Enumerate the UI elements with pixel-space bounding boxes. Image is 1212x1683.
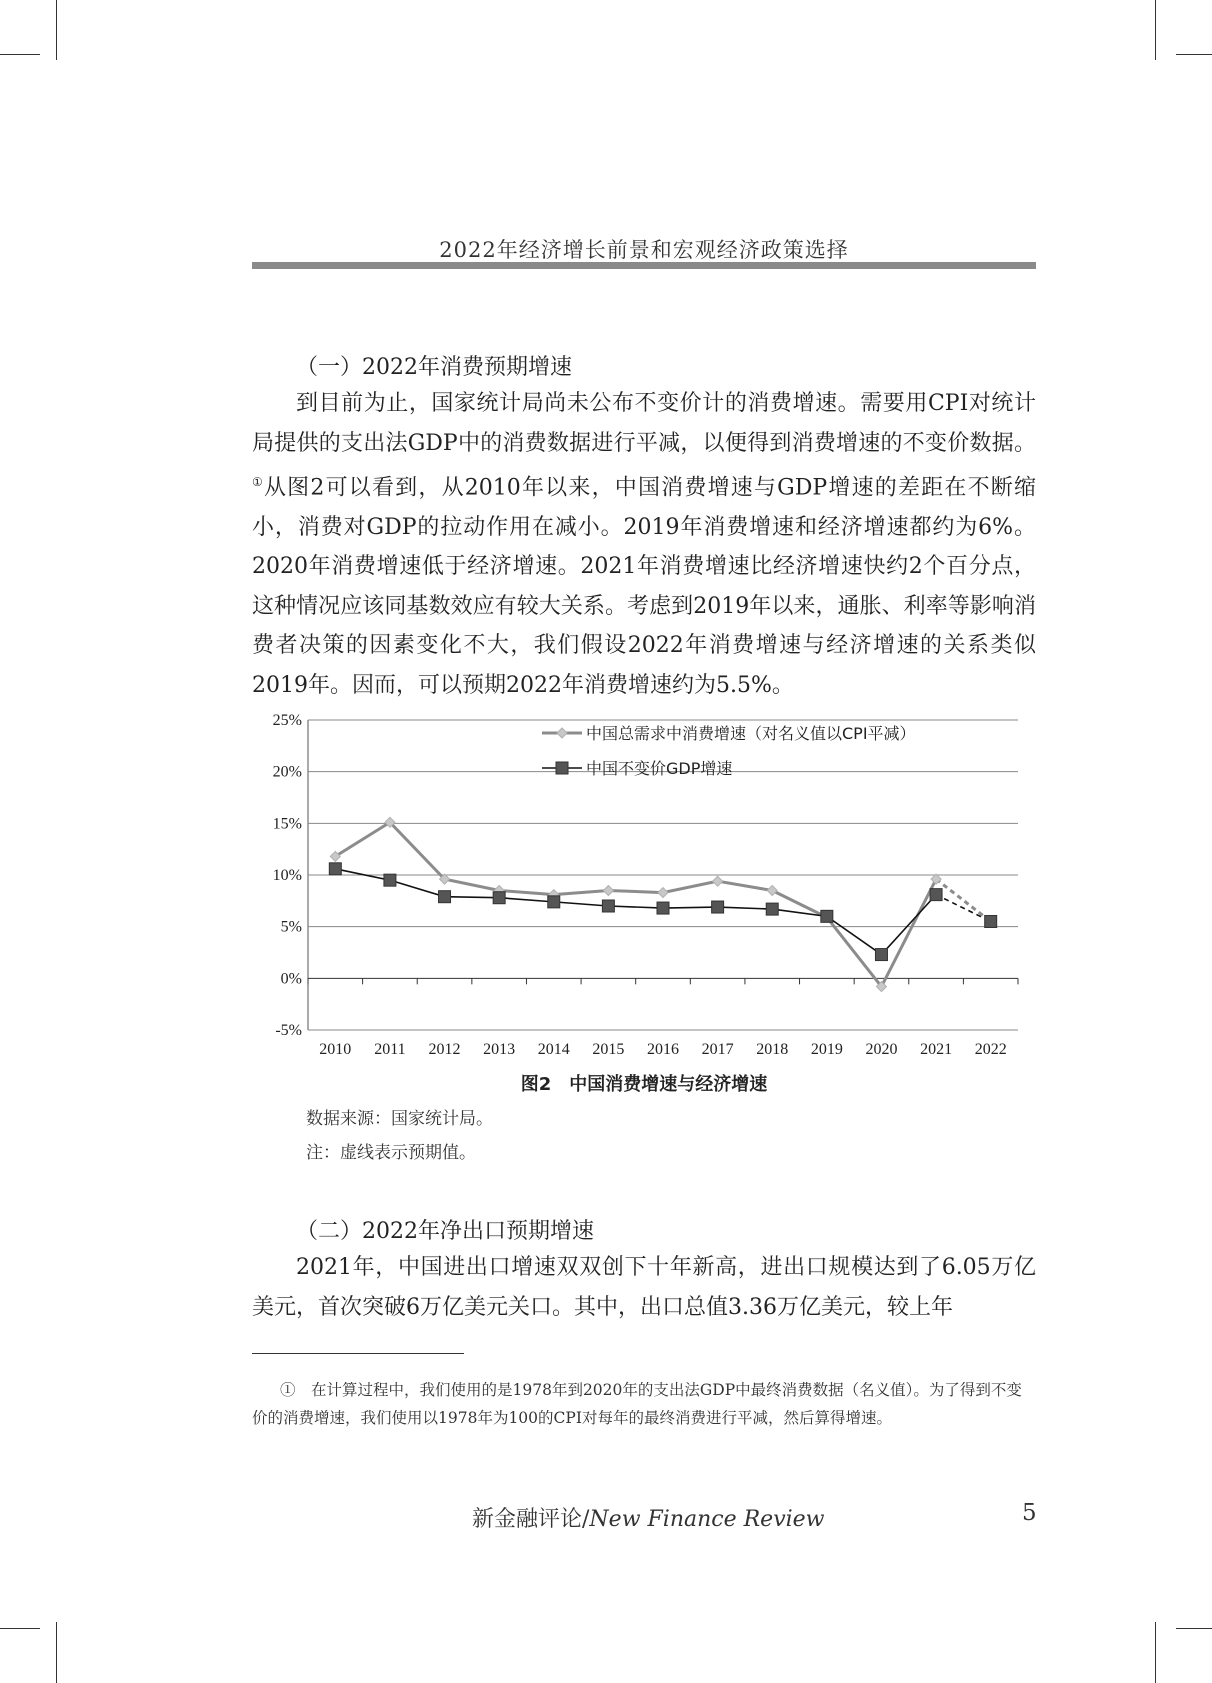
chart-legend [542,724,916,778]
crop-mark [56,1622,57,1683]
consumption-marker [767,886,777,896]
y-axis-ticks [273,712,302,1039]
gdp-marker [329,863,341,875]
line-chart [252,700,1036,1060]
paragraph-text: 从图2可以看到，从2010年以来，中国消费增速与GDP增速的差距在不断缩小，消费对GDP的拉动作用在减小。2019年消费增速和经济增速都约为6%。2020年消费增速低于经济增速。2021年消费增速比经济增速快约2个百分点，这种情况应该同基数效应有较大关系。考虑到2019年以来，通胀、利率等影响消费者决策的因素变化不大，我们假设2022年消费增速与经济增速的关系类似2019年。因而，可以预期2022年消费增速约为5.5%。 [252,475,1036,698]
projected-line [936,895,991,922]
figure-source: 数据来源：国家统计局。 [306,1109,493,1129]
y-tick-label: 20% [272,763,302,781]
crop-mark [1155,1622,1156,1683]
section-heading: （二）2022年净出口预期增速 [296,1219,594,1244]
y-tick-label: 5% [280,918,302,936]
crop-mark [56,0,57,60]
crop-mark [0,1628,40,1629]
chart-markers [329,817,996,991]
legend-marker [557,728,567,738]
x-tick-label: 2014 [537,1041,570,1058]
y-tick-label: 15% [272,815,302,833]
journal-name-en: New Finance Review [589,1507,825,1532]
paragraph-text: 到目前为止，国家统计局尚未公布不变价计的消费增速。需要用CPI对统计局提供的支出法GDP中的消费数据进行平减，以便得到消费增速的不变价数据。 [252,391,1036,456]
gdp-marker [712,901,724,913]
figure-note: 注：虚线表示预期值。 [306,1143,476,1163]
gdp-marker [766,903,778,915]
gdp-marker [602,900,614,912]
consumption-marker [603,886,613,896]
x-tick-label: 2018 [756,1041,789,1058]
footnote-reference[interactable]: ① [252,475,264,489]
legend-label: 中国不变价GDP增速 [586,759,733,778]
x-tick-label: 2022 [974,1041,1007,1058]
gdp-marker [821,910,833,922]
y-tick-label: -5% [275,1022,302,1039]
y-tick-label: 0% [280,970,302,988]
x-tick-label: 2021 [920,1041,953,1058]
running-header: 2022年经济增长前景和宏观经济政策选择 [439,238,849,262]
x-tick-label: 2012 [428,1041,461,1058]
gdp-marker [930,889,942,901]
x-tick-label: 2017 [701,1041,734,1058]
series-line [335,822,936,986]
consumption-marker [658,888,668,898]
gdp-marker [985,916,997,928]
x-axis-ticks [319,1041,1006,1058]
section-heading: （一）2022年消费预期增速 [296,355,572,380]
crop-mark [1176,54,1212,55]
y-tick-label: 10% [272,867,302,884]
journal-name-cn: 新金融评论/ [472,1507,590,1532]
footnote: ① 在计算过程中，我们使用的是1978年到2020年的支出法GDP中最终消费数据（名义值）。为了得到不变价的消费增速，我们使用以1978年为100的CPI对每年的最终消费进行平减，然后算得增速。 [252,1381,1022,1427]
gdp-marker [657,902,669,914]
footnote-rule [252,1353,464,1354]
legend-label: 中国总需求中消费增速（对名义值以CPI平减） [586,724,916,743]
y-tick-label: 25% [272,712,302,729]
x-tick-label: 2019 [810,1041,843,1058]
crop-mark [1155,0,1156,60]
x-tick-label: 2015 [592,1041,625,1058]
journal-name [472,1502,825,1533]
crop-mark [0,54,40,55]
x-tick-label: 2011 [374,1041,406,1058]
page-number: 5 [1022,1500,1037,1526]
gdp-marker [439,891,451,903]
consumption-marker [713,876,723,886]
gdp-marker [548,896,560,908]
crop-mark [1176,1628,1212,1629]
projected-line [936,879,991,921]
gdp-marker [493,892,505,904]
x-tick-label: 2010 [319,1041,352,1058]
header-rule [252,262,1036,269]
figure-caption: 图2 中国消费增速与经济增速 [520,1074,768,1095]
x-tick-label: 2020 [865,1041,898,1058]
gdp-marker [875,949,887,961]
body-paragraph [252,384,1036,705]
x-tick-label: 2013 [483,1041,516,1058]
x-tick-label: 2016 [647,1041,679,1058]
gdp-marker [384,874,396,886]
legend-marker [556,762,568,774]
body-paragraph: 2021年，中国进出口增速双双创下十年新高，进出口规模达到了6.05万亿美元，首次突破6万亿美元关口。其中，出口总值3.36万亿美元，较上年 [252,1255,1036,1320]
